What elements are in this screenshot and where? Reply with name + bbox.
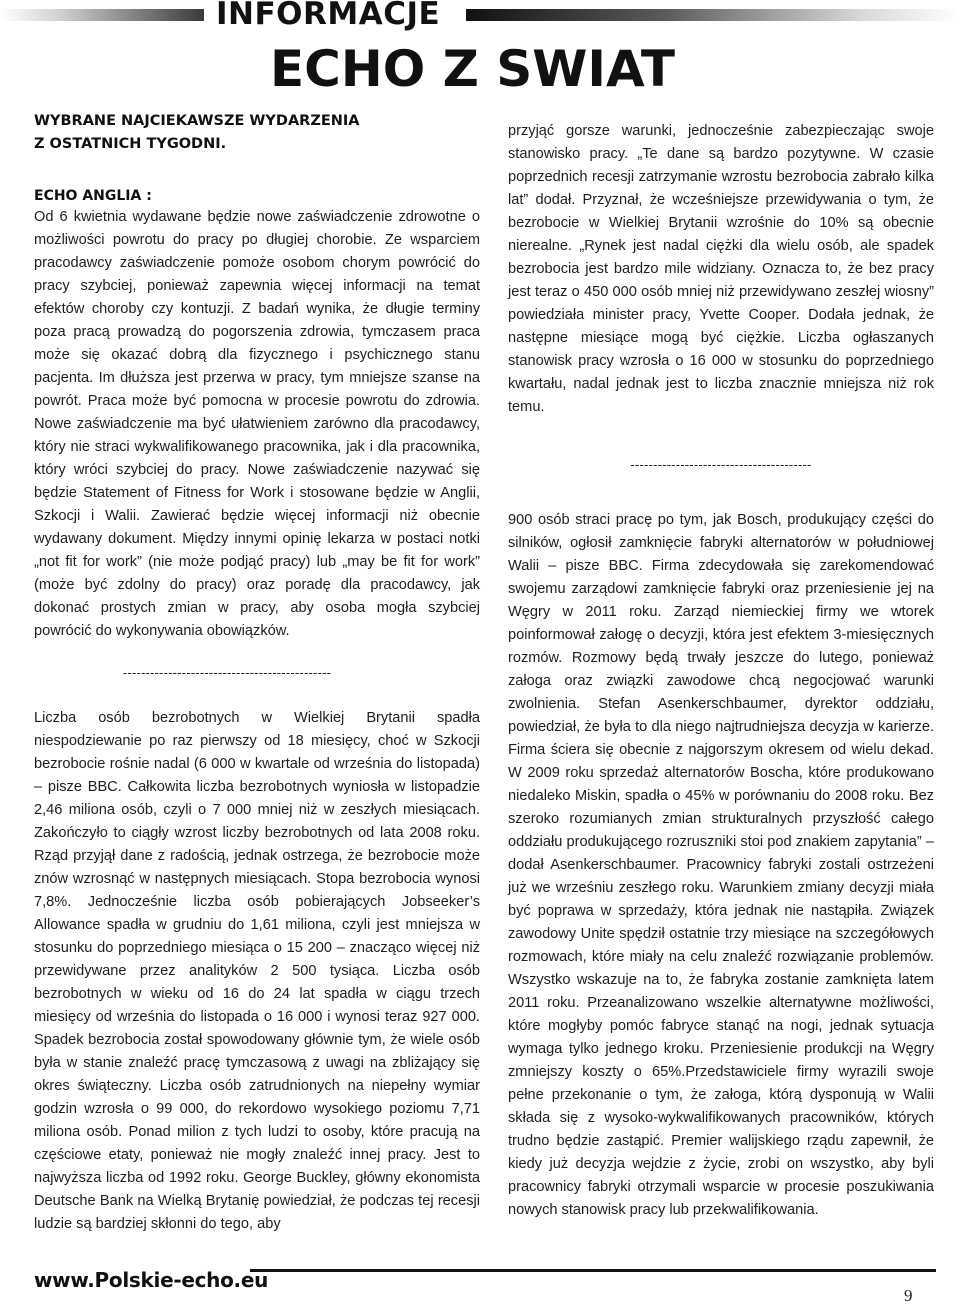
article-health-certificate: Od 6 kwietnia wydawane będzie nowe zaświadczenie zdrowotne o możliwości powrotu do pracy po długiej chorobie. Ze wsparciem pracodawcy zaświadczenie pomoże osobom chorym powrócić do pracy szybciej, ponieważ zapewnia więcej informacji na temat efektów choroby czy kontuzji. Z badań wynika, że długie terminy poza pracą prowadzą do pogorszenia zdrowia, tymczasem praca może się okazać dobrą dla fizycznego i psychicznego stanu pacjenta. Im dłuższa jest przerwa w pracy, tym mniejsze szanse na powrót. Praca może być pomocna w procesie powrotu do zdrowia. Nowe zaświadczenie ma być ułatwieniem zarówno dla pracodawcy, który nie straci wykwalifikowanego pracownika, jak i dla pracownika, który wróci szybciej do pracy. Nowe zaświadczenie nazywać się będzie Statement of Fitness for Work i stosowane będzie w Anglii, Szkocji i Walii. Zawierać będzie więcej informacji niż obecnie wydawany dokument. Między innymi opinię lekarza w postaci notki „not fit for work” (nie może podjąć pracy) lub „may be fit for work” (może być zdolny do pracy) oraz poradę dla pracodawcy, jak dokonać prostych zmian w pracy, aby osoba mogła szybciej powrócić do wykonywania obowiązków.	[34, 209, 480, 639]
left-column	[34, 110, 480, 1236]
article-unemployment-continued: przyjąć gorsze warunki, jednocześnie zabezpieczając swoje stanowisko pracy. „Te dane są bardzo pozytywne. W czasie poprzednich recesji zatrzymanie wzrostu bezrobocia zabrało kilka lat” dodał. Przyznał, że wcześniejsze przewidywania o tym, że bezrobocie w Wielkiej Brytanii wzrośnie do 10% są obecnie nierealne. „Rynek jest nadal ciężki dla wielu osób, ale spadek bezrobocia jest bardzo mile widziany. Oznacza to, że bez pracy jest teraz o 450 000 osób mniej niż przewidywano zeszłej wiosny” powiedziała minister pracy, Yvette Cooper. Dodała jednak, że następne miesiące mogą być ciężkie. Liczba ogłaszanych stanowisk pracy wzrosła o 16 000 w stosunku do poprzedniego kwartału, nadal jednak jest to liczba znacznie mniejsza niż rok temu.	[508, 123, 934, 415]
divider: ----------------------------------------------	[122, 665, 332, 680]
lead-line-2: Z OSTATNICH TYGODNI.	[34, 136, 227, 152]
page-number: 9	[904, 1286, 913, 1305]
right-column	[508, 120, 934, 1222]
page-title: ECHO Z SWIAT	[270, 40, 675, 98]
footer-website-link[interactable]: www.Polskie-echo.eu	[34, 1268, 269, 1292]
subheading-echo-anglia: ECHO ANGLIA :	[34, 188, 152, 204]
header-left-gradient-bar	[0, 9, 204, 21]
section-label: INFORMACJE	[216, 0, 441, 32]
footer-rule	[250, 1269, 936, 1272]
lead-line-1: WYBRANE NAJCIEKAWSZE WYDARZENIA	[34, 113, 360, 129]
spacer	[34, 156, 480, 186]
article-unemployment: Liczba osób bezrobotnych w Wielkiej Brytanii spadła niespodziewanie po raz pierwszy od 18 miesięcy, choć w Szkocji bezrobocie rośnie nadal (6 000 w kwartale od września do listopada) – pisze BBC. Całkowita liczba bezrobotnych wyniosła w listopadzie 2,46 miliona osób, czyli o 7 000 mniej niż w zeszłych miesiącach. Zakończyło to ciągły wzrost liczby bezrobotnych od lata 2008 roku. Rząd przyjął dane z radością, jednak ostrzega, że bezrobocie może znów wzrosnąć w następnych miesiącach. Stopa bezrobocia wynosi 7,8%. Jednocześnie liczba osób pobierających Jobseeker’s Allowance spadła w grudniu do 1,61 miliona, czyli jest mniejsza w stosunku do poprzedniego miesiąca o 15 200 – znacząco więcej niż przewidywane przez analityków 2 500 tysiąca. Liczba osób bezrobotnych w wieku od 16 do 24 lat spadła w ciągu trzech miesięcy od września do listopada o 16 000 i wynosi teraz 927 000. Spadek bezrobocia został spowodowany głównie tym, że wiele osób była w stanie znaleźć pracę tymczasową z uwagi na zbliżający się okres świąteczny. Liczba osób zatrudnionych na niepełny wymiar godzin wzrosła o 99 000, do rekordowo wysokiego poziomu 7,71 miliona osób. Ponad milion z tych ludzi to osoby, które pracują na częściowe etaty, ponieważ nie mogły znaleźć innej pracy. Jest to najwyższa liczba od 1992 roku. George Buckley, główny ekonomista Deutsche Bank na Wielką Brytanię powiedział, że podczas tej recesji ludzie są bardziej skłonni do tego, aby	[34, 710, 480, 1232]
article-bosch-factory: 900 osób straci pracę po tym, jak Bosch, produkujący części do silników, ogłosił zamknięcie fabryki alternatorów w południowej Walii – pisze BBC. Firma zdecydowała się zarekomendować swojemu zarządowi zamknięcie fabryki oraz przeniesienie jej na Węgry w 2011 roku. Zarząd niemieckiej firmy we wtorek poinformował załogę o decyzji, która jest efektem 3-miesięcznych rozmów. Rozmowy będą trwały jeszcze do lutego, ponieważ załoga oraz związki zawodowe chcą negocjować warunki zwolnienia. Stefan Asenkerschbaumer, dyrektor oddziału, powiedział, że była to dla niego najtrudniejsza decyzja w karierze. Firma ściera się obecnie z najgorszym okresem od wielu dekad. W 2009 roku sprzedaż alternatorów Boscha, które produkowano niedaleko Miskin, spadła o 45% w porównaniu do 2008 roku. Bez szeroko rozumianych zmian strukturalnych przyszłość całego oddziału produkującego rozruszniki stoi pod znakiem zapytania” – dodał Asenkerschbaumer. Pracownicy fabryki zostali ostrzeżeni już we wrześniu zeszłego roku. Warunkiem zmiany decyzji miała być poprawa w sprzedaży, która jednak nie nastąpiła. Związek zawodowy Unite spędził ostatnie trzy miesiące na szczegółowych rozmowach, które miały na celu znaleźć rozwiązanie problemów. Wszystko wskazuje na to, że fabryka zostanie zamknięta latem 2011 roku. Przeanalizowano wszelkie alternatywne możliwości, które mogłyby pomóc fabryce stanąć na nogi, jednak sytuacja wymaga tylko jednego kroku. Przeniesienie produkcji na Węgry zmniejszy koszty o 65%.Przedstawiciele firmy wyrazili swoje pełne przekonanie o tym, że załoga, którą dysponują w Walii składa się z wysoko-wykwalifikowanych pracowników, których trudno będzie zastąpić. Premier walijskiego rządu zapewnił, że kiedy już decyzja wejdzie z życie, zrobi on wszystko, aby byli pracownicy fabryki otrzymali wsparcie w procesie poszukiwania nowych stanowisk pracy lub przekwalifikowania.	[508, 512, 934, 1218]
header-right-gradient-bar	[466, 9, 960, 21]
divider: ----------------------------------------	[630, 457, 812, 472]
